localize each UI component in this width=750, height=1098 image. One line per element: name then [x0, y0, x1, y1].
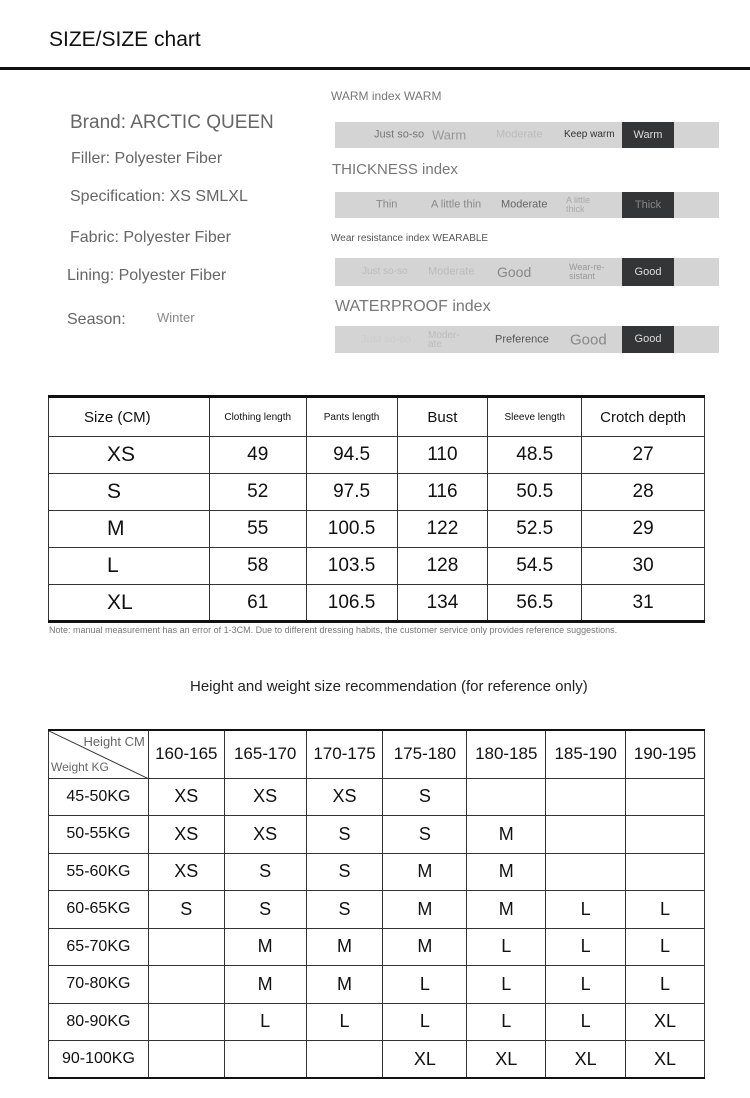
measurement-cell: 134 [397, 585, 488, 622]
measurement-cell: 29 [582, 511, 705, 548]
height-header: 190-195 [626, 730, 705, 778]
measurement-note: Note: manual measurement has an error of 1-3CM. Due to different dressing habits, the customer service only provides reference suggestions. [49, 625, 618, 635]
table-header-row [49, 397, 705, 437]
column-header: Pants length [306, 397, 397, 437]
table-row [49, 928, 705, 966]
title-divider [0, 67, 750, 70]
measurement-cell: 110 [397, 437, 488, 474]
table-row [49, 1003, 705, 1041]
index-option: A little thick [566, 195, 591, 214]
measurement-cell: 31 [582, 585, 705, 622]
spec-season-label: Season: [67, 311, 126, 328]
size-cell: XS [49, 437, 210, 474]
spec-filler: Filler: Polyester Fiber [71, 150, 223, 167]
size-cell: S [306, 816, 383, 854]
recommendation-title: Height and weight size recommendation (for reference only) [190, 678, 588, 695]
size-cell: M [383, 928, 467, 966]
size-cell: S [224, 891, 306, 929]
size-cell: M [383, 891, 467, 929]
index-option: Good [497, 264, 532, 280]
column-header: Clothing length [209, 397, 306, 437]
measurement-cell: 30 [582, 548, 705, 585]
weight-axis-label: Weight KG [51, 759, 109, 774]
table-row [49, 1041, 705, 1079]
weight-cell: 45-50KG [49, 778, 149, 816]
size-cell: L [467, 966, 546, 1004]
wear-index-bar [335, 258, 719, 286]
size-cell: XS [148, 778, 224, 816]
size-cell [626, 816, 705, 854]
size-cell: XS [224, 778, 306, 816]
table-row [49, 474, 705, 511]
measurement-cell: 48.5 [488, 437, 582, 474]
height-header: 185-190 [546, 730, 626, 778]
size-cell: L [546, 966, 626, 1004]
size-cell: S [383, 778, 467, 816]
index-option: Moder-ate [428, 329, 460, 350]
thickness-index-label: THICKNESS index [332, 161, 458, 178]
table-row [49, 437, 705, 474]
height-header: 175-180 [383, 730, 467, 778]
table-row [49, 511, 705, 548]
index-option: Good [570, 331, 607, 348]
measurement-cell: 56.5 [488, 585, 582, 622]
spec-fabric: Fabric: Polyester Fiber [70, 229, 231, 246]
size-cell: L [383, 966, 467, 1004]
index-option: Moderate [428, 265, 475, 278]
size-cell [306, 1041, 383, 1079]
size-cell [148, 966, 224, 1004]
size-cell [148, 928, 224, 966]
warm-index-label: WARM index WARM [331, 89, 442, 103]
weight-cell: 90-100KG [49, 1041, 149, 1079]
table-row [49, 853, 705, 891]
size-table [48, 395, 705, 623]
index-option: Just so-so [362, 266, 408, 277]
size-cell: S [306, 853, 383, 891]
table-header-row [49, 730, 705, 778]
index-option: Warm [432, 127, 467, 143]
index-option: Just so-so [361, 333, 412, 345]
column-header: Crotch depth [582, 397, 705, 437]
size-cell: L [546, 928, 626, 966]
size-cell: XS [224, 816, 306, 854]
measurement-cell: 61 [209, 585, 306, 622]
index-selected: Thick [622, 192, 674, 218]
index-option: Just so-so [374, 128, 425, 141]
measurement-cell: 27 [582, 437, 705, 474]
column-header: Size (CM) [49, 397, 210, 437]
size-cell: XL [546, 1041, 626, 1079]
table-row [49, 548, 705, 585]
size-cell: L [467, 928, 546, 966]
size-cell: M [467, 816, 546, 854]
index-option: Keep warm [564, 129, 615, 140]
size-cell: M [306, 966, 383, 1004]
size-cell: XL [626, 1041, 705, 1079]
size-cell: S [49, 474, 210, 511]
measurement-cell: 55 [209, 511, 306, 548]
size-cell: M [383, 853, 467, 891]
height-header: 160-165 [148, 730, 224, 778]
wear-index-label: Wear resistance index WEARABLE [331, 233, 489, 244]
size-cell: L [626, 891, 705, 929]
table-row [49, 585, 705, 622]
size-cell [546, 778, 626, 816]
size-cell [224, 1041, 306, 1079]
diagonal-header-cell [49, 730, 149, 778]
spec-specification: Specification: XS SMLXL [70, 188, 248, 205]
weight-cell: 80-90KG [49, 1003, 149, 1041]
measurement-cell: 52.5 [488, 511, 582, 548]
index-option: Moderate [501, 198, 548, 211]
weight-cell: 70-80KG [49, 966, 149, 1004]
weight-cell: 55-60KG [49, 853, 149, 891]
weight-cell: 60-65KG [49, 891, 149, 929]
spec-season-value: Winter [157, 310, 195, 325]
size-cell: S [224, 853, 306, 891]
size-cell: XL [49, 585, 210, 622]
table-row [49, 778, 705, 816]
size-cell: M [224, 928, 306, 966]
size-cell: XL [383, 1041, 467, 1079]
index-option: A little thin [431, 198, 482, 211]
weight-cell: 50-55KG [49, 816, 149, 854]
index-option: Moderate [496, 128, 543, 141]
spec-brand: Brand: ARCTIC QUEEN [70, 112, 274, 133]
index-selected: Good [622, 258, 674, 286]
index-option: Wear-re-sistant [569, 262, 605, 281]
warm-index-bar [335, 122, 719, 148]
size-cell: XL [467, 1041, 546, 1079]
size-cell: S [383, 816, 467, 854]
size-cell: L [626, 928, 705, 966]
index-selected: Good [622, 326, 674, 353]
size-cell: XS [148, 816, 224, 854]
size-cell: L [626, 966, 705, 1004]
size-cell: S [148, 891, 224, 929]
size-cell: L [306, 1003, 383, 1041]
size-cell: L [467, 1003, 546, 1041]
table-row [49, 966, 705, 1004]
height-header: 165-170 [224, 730, 306, 778]
measurement-cell: 128 [397, 548, 488, 585]
size-cell [467, 778, 546, 816]
measurement-cell: 116 [397, 474, 488, 511]
table-row [49, 816, 705, 854]
height-axis-label: Height CM [83, 734, 145, 749]
size-cell [546, 816, 626, 854]
measurement-cell: 49 [209, 437, 306, 474]
size-cell [626, 853, 705, 891]
measurement-cell: 100.5 [306, 511, 397, 548]
measurement-cell: 58 [209, 548, 306, 585]
measurement-cell: 28 [582, 474, 705, 511]
size-cell: L [546, 891, 626, 929]
index-option: Thin [376, 198, 398, 211]
size-cell: L [49, 548, 210, 585]
size-cell: M [306, 928, 383, 966]
size-cell: XS [306, 778, 383, 816]
size-cell [626, 778, 705, 816]
index-option: Preference [495, 333, 549, 345]
size-cell: L [224, 1003, 306, 1041]
measurement-cell: 94.5 [306, 437, 397, 474]
table-row [49, 891, 705, 929]
size-cell: M [224, 966, 306, 1004]
size-cell: XS [148, 853, 224, 891]
waterproof-index-bar [335, 326, 719, 353]
size-cell: M [49, 511, 210, 548]
measurement-cell: 122 [397, 511, 488, 548]
column-header: Sleeve length [488, 397, 582, 437]
size-cell: S [306, 891, 383, 929]
measurement-cell: 97.5 [306, 474, 397, 511]
height-header: 180-185 [467, 730, 546, 778]
measurement-cell: 50.5 [488, 474, 582, 511]
spec-lining: Lining: Polyester Fiber [67, 267, 227, 284]
size-cell: L [546, 1003, 626, 1041]
measurement-cell: 103.5 [306, 548, 397, 585]
size-cell [148, 1041, 224, 1079]
measurement-cell: 106.5 [306, 585, 397, 622]
height-weight-table [48, 729, 705, 1079]
waterproof-index-label: WATERPROOF index [335, 298, 491, 315]
column-header: Bust [397, 397, 488, 437]
size-cell: L [383, 1003, 467, 1041]
measurement-cell: 52 [209, 474, 306, 511]
size-cell: M [467, 891, 546, 929]
size-cell [546, 853, 626, 891]
thickness-index-bar [335, 192, 719, 218]
measurement-cell: 54.5 [488, 548, 582, 585]
size-cell: XL [626, 1003, 705, 1041]
page-title: SIZE/SIZE chart [49, 28, 201, 51]
weight-cell: 65-70KG [49, 928, 149, 966]
size-cell [148, 1003, 224, 1041]
height-header: 170-175 [306, 730, 383, 778]
index-selected: Warm [622, 122, 674, 148]
size-cell: M [467, 853, 546, 891]
